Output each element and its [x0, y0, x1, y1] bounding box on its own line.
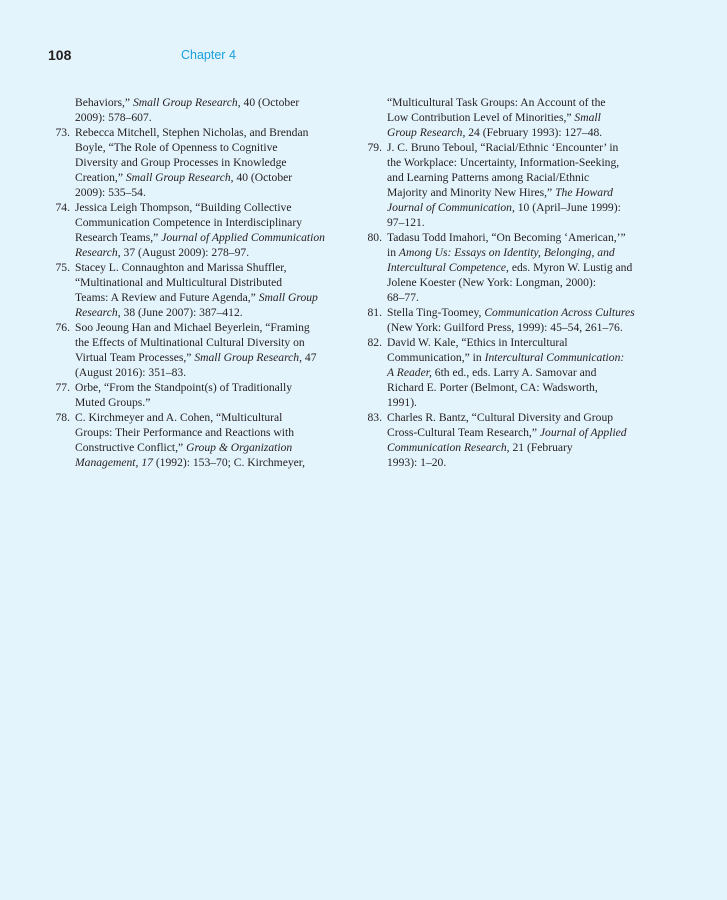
reference-line	[387, 155, 652, 170]
citation-text: Research Teams,”	[75, 231, 162, 244]
citation-text: and Learning Patterns among Racial/Ethnic	[387, 171, 590, 184]
reference-number: 73.	[55, 126, 70, 139]
reference-number: 75.	[55, 261, 70, 274]
reference-number: 80.	[367, 231, 382, 244]
reference-line	[387, 410, 652, 425]
reference-entry	[362, 95, 652, 140]
citation-text: (August 2016): 351–83.	[75, 366, 187, 379]
italic-title-text: Intercultural Competence,	[387, 261, 509, 274]
citation-text: Constructive Conflict,”	[75, 441, 187, 454]
reference-line	[387, 95, 652, 110]
citation-text: 24 (February 1993): 127–48.	[465, 126, 603, 139]
reference-line	[75, 140, 340, 155]
reference-line	[75, 260, 340, 275]
citation-text: Creation,”	[75, 171, 126, 184]
page-header	[48, 47, 688, 67]
reference-line	[75, 155, 340, 170]
citation-text: 6th ed., eds. Larry A. Samovar and	[431, 366, 597, 379]
italic-title-text: A Reader,	[387, 366, 432, 379]
reference-number: 81.	[367, 306, 382, 319]
reference-line	[75, 305, 340, 320]
reference-line	[387, 455, 652, 470]
reference-line	[387, 110, 652, 125]
citation-text: 10 (April–June 1999):	[514, 201, 621, 214]
italic-title-text: Small Group	[258, 291, 318, 304]
reference-line	[387, 170, 652, 185]
citation-text: C. Kirchmeyer and A. Cohen, “Multicultural	[75, 411, 283, 424]
citation-text: (New York: Guilford Press, 1999): 45–54, 261–76.	[387, 321, 623, 334]
reference-entry	[50, 380, 340, 410]
reference-entry	[362, 335, 652, 410]
citation-text: in	[387, 246, 399, 259]
page-number: 108	[48, 47, 72, 63]
citation-text: 1993): 1–20.	[387, 456, 447, 469]
references-left-column	[50, 95, 340, 470]
reference-line	[387, 260, 652, 275]
reference-line	[75, 95, 340, 110]
reference-line	[387, 125, 652, 140]
reference-line	[387, 335, 652, 350]
citation-text: Boyle, “The Role of Openness to Cognitive	[75, 141, 278, 154]
citation-text: Communication Competence in Interdisciplinary	[75, 216, 302, 229]
reference-line	[75, 290, 340, 305]
reference-line	[387, 230, 652, 245]
reference-line	[75, 110, 340, 125]
reference-line	[75, 380, 340, 395]
reference-line	[387, 140, 652, 155]
reference-line	[75, 350, 340, 365]
reference-number: 77.	[55, 381, 70, 394]
italic-title-text: Research	[75, 306, 118, 319]
citation-text: , 38 (June 2007): 387–412.	[117, 306, 243, 319]
reference-entry	[50, 200, 340, 260]
citation-text: , 37 (August 2009): 278–97.	[117, 246, 250, 259]
reference-line	[75, 320, 340, 335]
reference-entry	[50, 95, 340, 125]
citation-text: , 40 (October	[230, 171, 293, 184]
reference-line	[387, 215, 652, 230]
reference-line	[387, 200, 652, 215]
italic-title-text: Among Us: Essays on Identity, Belonging, and	[398, 246, 615, 259]
italic-title-text: Journal of Applied	[539, 426, 627, 439]
reference-number: 82.	[367, 336, 382, 349]
citation-text: Low Contribution Level of Minorities,”	[387, 111, 575, 124]
citation-text: 2009): 535–54.	[75, 186, 146, 199]
italic-title-text: Research	[75, 246, 118, 259]
citation-text: , 40 (October	[237, 96, 300, 109]
citation-text: David W. Kale, “Ethics in Intercultural	[387, 336, 568, 349]
reference-line	[75, 230, 340, 245]
italic-title-text: Small Group Research	[194, 351, 300, 364]
citation-text: Majority and Minority New Hires,”	[387, 186, 556, 199]
references-right-column	[362, 95, 652, 470]
citation-text: Groups: Their Performance and Reactions with	[75, 426, 295, 439]
reference-line	[387, 350, 652, 365]
reference-line	[387, 185, 652, 200]
reference-line	[387, 440, 652, 455]
reference-number: 83.	[367, 411, 382, 424]
citation-text: Behaviors,”	[75, 96, 133, 109]
reference-line	[75, 455, 340, 470]
italic-title-text: Small	[574, 111, 601, 124]
citation-text: Stacey L. Connaughton and Marissa Shuffler,	[75, 261, 287, 274]
citation-text: “Multicultural Task Groups: An Account of the	[387, 96, 606, 109]
reference-line	[387, 395, 652, 410]
citation-text: Richard E. Porter (Belmont, CA: Wadsworth,	[387, 381, 598, 394]
citation-text: Diversity and Group Processes in Knowledge	[75, 156, 287, 169]
citation-text: “Multinational and Multicultural Distributed	[75, 276, 283, 289]
reference-line	[75, 365, 340, 380]
reference-line	[75, 170, 340, 185]
citation-text: the Effects of Multinational Cultural Diversity on	[75, 336, 305, 349]
italic-title-text: Journal of Applied Communication	[161, 231, 325, 244]
citation-text: Orbe, “From the Standpoint(s) of Traditionally	[75, 381, 293, 394]
reference-line	[75, 245, 340, 260]
reference-number: 79.	[367, 141, 382, 154]
italic-title-text: Group Research,	[387, 126, 466, 139]
reference-number: 78.	[55, 411, 70, 424]
reference-number: 76.	[55, 321, 70, 334]
reference-line	[387, 320, 652, 335]
citation-text: J. C. Bruno Teboul, “Racial/Ethnic ‘Encounter’ in	[387, 141, 619, 154]
citation-text: (1992): 153–70; C. Kirchmeyer,	[152, 456, 306, 469]
italic-title-text: Small Group Research	[125, 171, 231, 184]
reference-line	[75, 200, 340, 215]
citation-text: 2009): 578–607.	[75, 111, 152, 124]
reference-line	[75, 275, 340, 290]
citation-text: Rebecca Mitchell, Stephen Nicholas, and Brendan	[75, 126, 309, 139]
citation-text: Muted Groups.”	[75, 396, 151, 409]
citation-text: the Workplace: Uncertainty, Information-Seeking,	[387, 156, 620, 169]
citation-text: Soo Jeoung Han and Michael Beyerlein, “Framing	[75, 321, 310, 334]
reference-line	[387, 425, 652, 440]
citation-text: Tadasu Todd Imahori, “On Becoming ‘American,’”	[387, 231, 626, 244]
reference-line	[75, 185, 340, 200]
citation-text: , 47	[299, 351, 317, 364]
italic-title-text: Journal of Communication,	[387, 201, 515, 214]
reference-entry	[362, 305, 652, 335]
reference-line	[75, 335, 340, 350]
citation-text: 21 (February	[509, 441, 573, 454]
citation-text: Communication,” in	[387, 351, 485, 364]
reference-line	[387, 365, 652, 380]
chapter-label: Chapter 4	[181, 48, 236, 62]
citation-text: Teams: A Review and Future Agenda,”	[75, 291, 259, 304]
reference-line	[387, 275, 652, 290]
citation-text: Charles R. Bantz, “Cultural Diversity and Group	[387, 411, 614, 424]
reference-line	[75, 215, 340, 230]
reference-entry	[50, 260, 340, 320]
reference-line	[387, 305, 652, 320]
italic-title-text: Management, 17	[75, 456, 153, 469]
citation-text: 68–77.	[387, 291, 419, 304]
citation-text: 1991).	[387, 396, 417, 409]
reference-entry	[362, 230, 652, 305]
italic-title-text: Intercultural Communication:	[484, 351, 625, 364]
reference-line	[75, 410, 340, 425]
citation-text: eds. Myron W. Lustig and	[508, 261, 633, 274]
reference-entry	[362, 140, 652, 230]
citation-text: Stella Ting-Toomey,	[387, 306, 485, 319]
citation-text: Jessica Leigh Thompson, “Building Collective	[75, 201, 292, 214]
citation-text: Virtual Team Processes,”	[75, 351, 195, 364]
reference-entry	[50, 410, 340, 470]
citation-text: 97–121.	[387, 216, 425, 229]
reference-line	[75, 395, 340, 410]
italic-title-text: Communication Across Cultures	[484, 306, 635, 319]
citation-text: Jolene Koester (New York: Longman, 2000):	[387, 276, 596, 289]
reference-entry	[50, 320, 340, 380]
reference-line	[387, 290, 652, 305]
reference-number: 74.	[55, 201, 70, 214]
reference-line	[75, 425, 340, 440]
reference-line	[387, 380, 652, 395]
reference-line	[387, 245, 652, 260]
italic-title-text: Group & Organization	[186, 441, 293, 454]
reference-line	[75, 440, 340, 455]
reference-entry	[50, 125, 340, 200]
citation-text: Cross-Cultural Team Research,”	[387, 426, 540, 439]
reference-entry	[362, 410, 652, 470]
italic-title-text: The Howard	[555, 186, 613, 199]
reference-line	[75, 125, 340, 140]
italic-title-text: Communication Research,	[387, 441, 510, 454]
italic-title-text: Small Group Research	[132, 96, 238, 109]
